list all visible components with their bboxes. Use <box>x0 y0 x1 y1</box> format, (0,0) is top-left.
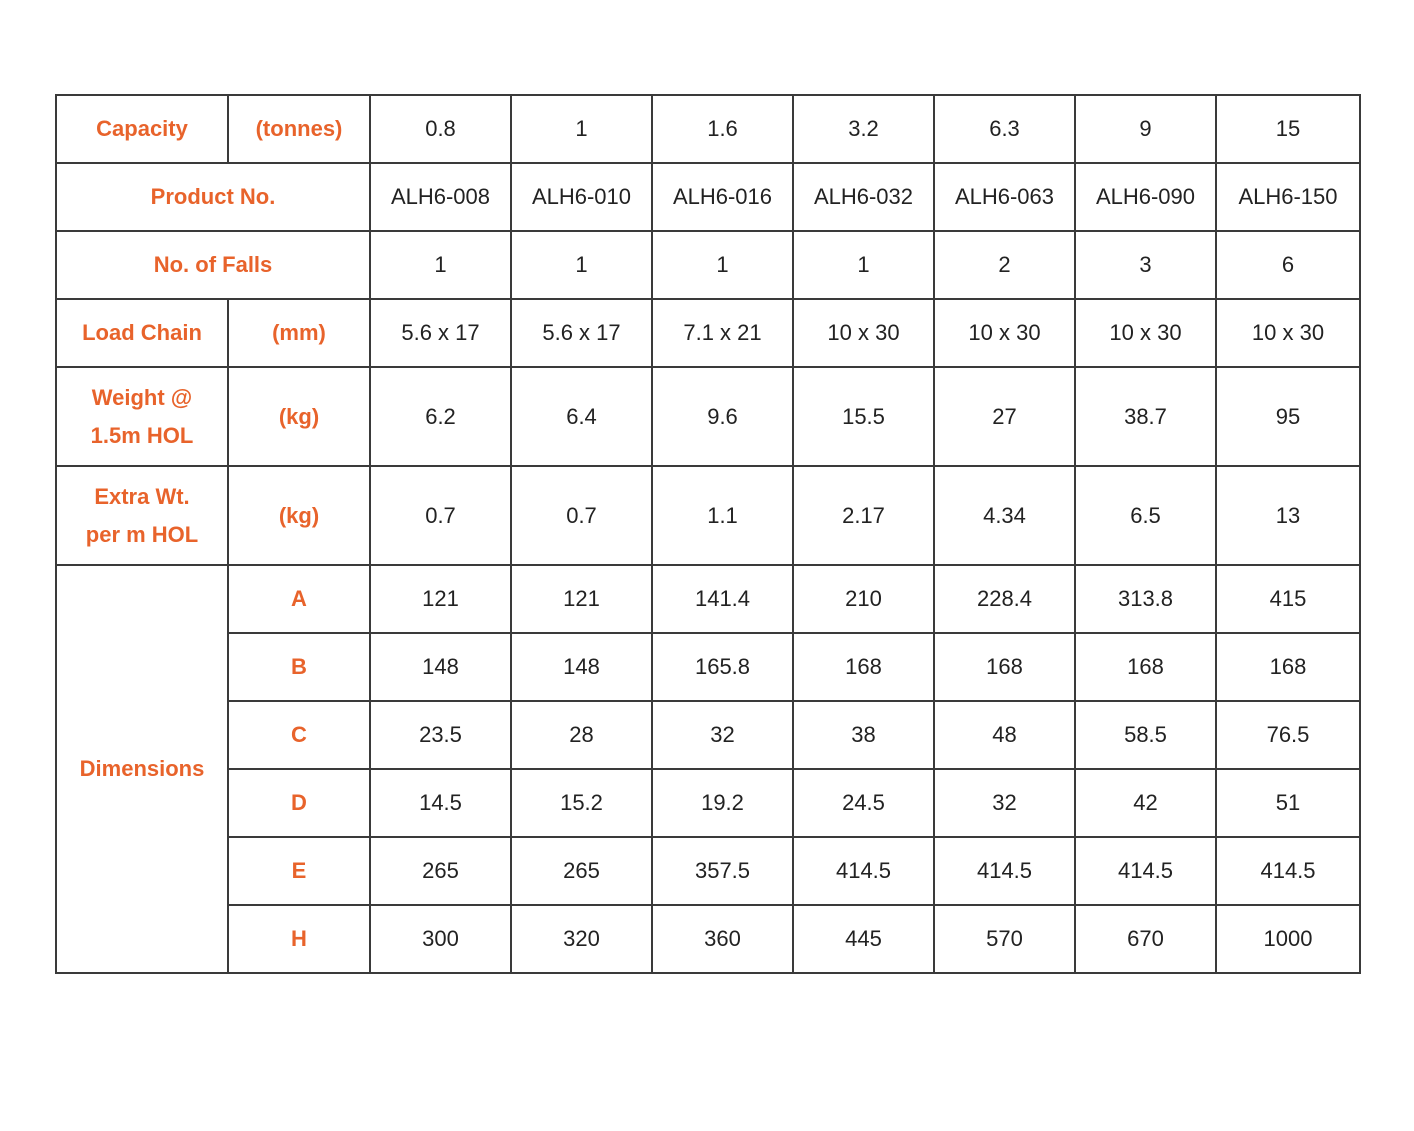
dimension-value: 168 <box>793 633 934 701</box>
weight-row <box>56 367 1360 466</box>
capacity-value: 6.3 <box>934 95 1075 163</box>
dimensions-label: Dimensions <box>56 565 228 973</box>
dimension-row-c <box>56 701 1360 769</box>
dimension-value: 24.5 <box>793 769 934 837</box>
load-chain-value: 5.6 x 17 <box>511 299 652 367</box>
dimension-value: 414.5 <box>1216 837 1360 905</box>
dimension-value: 32 <box>934 769 1075 837</box>
dimension-value: 313.8 <box>1075 565 1216 633</box>
weight-value: 27 <box>934 367 1075 466</box>
load-chain-value: 10 x 30 <box>934 299 1075 367</box>
extra-weight-row <box>56 466 1360 565</box>
dimension-value: 414.5 <box>793 837 934 905</box>
dimension-value: 300 <box>370 905 511 973</box>
extra-weight-value: 1.1 <box>652 466 793 565</box>
product-no-value: ALH6-010 <box>511 163 652 231</box>
dimension-value: 445 <box>793 905 934 973</box>
dimension-value: 165.8 <box>652 633 793 701</box>
extra-weight-label-line2: per m HOL <box>85 521 199 547</box>
extra-weight-label-line1: Extra Wt. <box>94 483 190 509</box>
extra-weight-value: 0.7 <box>370 466 511 565</box>
capacity-value: 0.8 <box>370 95 511 163</box>
weight-label-line2: 1.5m HOL <box>90 422 194 448</box>
dimension-value: 168 <box>1216 633 1360 701</box>
weight-value: 15.5 <box>793 367 934 466</box>
falls-value: 1 <box>370 231 511 299</box>
dimension-value: 32 <box>652 701 793 769</box>
product-no-value: ALH6-063 <box>934 163 1075 231</box>
product-no-label: Product No. <box>56 163 370 231</box>
dimension-value: 265 <box>511 837 652 905</box>
dimension-key: E <box>228 837 370 905</box>
dimension-row-a <box>56 565 1360 633</box>
capacity-value: 15 <box>1216 95 1360 163</box>
dimension-value: 570 <box>934 905 1075 973</box>
dimension-value: 210 <box>793 565 934 633</box>
extra-weight-value: 13 <box>1216 466 1360 565</box>
dimension-value: 360 <box>652 905 793 973</box>
weight-unit: (kg) <box>228 367 370 466</box>
product-no-value: ALH6-016 <box>652 163 793 231</box>
dimension-value: 51 <box>1216 769 1360 837</box>
dimension-value: 148 <box>511 633 652 701</box>
dimension-value: 48 <box>934 701 1075 769</box>
dimension-value: 76.5 <box>1216 701 1360 769</box>
load-chain-label: Load Chain <box>56 299 228 367</box>
falls-value: 1 <box>793 231 934 299</box>
dimension-value: 414.5 <box>934 837 1075 905</box>
falls-value: 1 <box>511 231 652 299</box>
load-chain-row <box>56 299 1360 367</box>
weight-value: 95 <box>1216 367 1360 466</box>
dimension-value: 414.5 <box>1075 837 1216 905</box>
capacity-value: 3.2 <box>793 95 934 163</box>
weight-value: 6.4 <box>511 367 652 466</box>
weight-value: 38.7 <box>1075 367 1216 466</box>
dimension-key: A <box>228 565 370 633</box>
dimension-key: B <box>228 633 370 701</box>
dimension-value: 168 <box>934 633 1075 701</box>
product-no-row <box>56 163 1360 231</box>
dimension-value: 228.4 <box>934 565 1075 633</box>
capacity-value: 1 <box>511 95 652 163</box>
load-chain-value: 10 x 30 <box>1216 299 1360 367</box>
dimension-row-b <box>56 633 1360 701</box>
extra-weight-value: 2.17 <box>793 466 934 565</box>
dimension-key: C <box>228 701 370 769</box>
falls-value: 1 <box>652 231 793 299</box>
load-chain-value: 10 x 30 <box>793 299 934 367</box>
dimension-value: 28 <box>511 701 652 769</box>
falls-value: 2 <box>934 231 1075 299</box>
dimension-value: 265 <box>370 837 511 905</box>
dimension-value: 42 <box>1075 769 1216 837</box>
load-chain-unit: (mm) <box>228 299 370 367</box>
weight-value: 9.6 <box>652 367 793 466</box>
dimension-value: 670 <box>1075 905 1216 973</box>
dimension-value: 38 <box>793 701 934 769</box>
dimension-value: 320 <box>511 905 652 973</box>
dimension-value: 14.5 <box>370 769 511 837</box>
dimension-row-d <box>56 769 1360 837</box>
weight-label <box>56 367 228 466</box>
dimension-value: 15.2 <box>511 769 652 837</box>
extra-weight-label <box>56 466 228 565</box>
extra-weight-value: 0.7 <box>511 466 652 565</box>
weight-value: 6.2 <box>370 367 511 466</box>
dimension-row-h <box>56 905 1360 973</box>
dimension-value: 23.5 <box>370 701 511 769</box>
falls-value: 6 <box>1216 231 1360 299</box>
falls-label: No. of Falls <box>56 231 370 299</box>
dimension-row-e <box>56 837 1360 905</box>
capacity-value: 9 <box>1075 95 1216 163</box>
dimension-value: 168 <box>1075 633 1216 701</box>
load-chain-value: 7.1 x 21 <box>652 299 793 367</box>
dimension-value: 357.5 <box>652 837 793 905</box>
capacity-row <box>56 95 1360 163</box>
dimension-value: 121 <box>370 565 511 633</box>
product-no-value: ALH6-032 <box>793 163 934 231</box>
extra-weight-value: 4.34 <box>934 466 1075 565</box>
dimension-key: H <box>228 905 370 973</box>
dimension-value: 58.5 <box>1075 701 1216 769</box>
product-no-value: ALH6-090 <box>1075 163 1216 231</box>
falls-row <box>56 231 1360 299</box>
capacity-value: 1.6 <box>652 95 793 163</box>
dimension-value: 141.4 <box>652 565 793 633</box>
specification-table <box>55 94 1361 974</box>
extra-weight-value: 6.5 <box>1075 466 1216 565</box>
load-chain-value: 10 x 30 <box>1075 299 1216 367</box>
extra-weight-unit: (kg) <box>228 466 370 565</box>
dimension-value: 415 <box>1216 565 1360 633</box>
dimension-key: D <box>228 769 370 837</box>
product-no-value: ALH6-150 <box>1216 163 1360 231</box>
dimension-value: 19.2 <box>652 769 793 837</box>
capacity-label: Capacity <box>56 95 228 163</box>
dimension-value: 121 <box>511 565 652 633</box>
dimension-value: 148 <box>370 633 511 701</box>
falls-value: 3 <box>1075 231 1216 299</box>
capacity-unit: (tonnes) <box>228 95 370 163</box>
product-no-value: ALH6-008 <box>370 163 511 231</box>
weight-label-line1: Weight @ <box>91 384 193 410</box>
dimension-value: 1000 <box>1216 905 1360 973</box>
load-chain-value: 5.6 x 17 <box>370 299 511 367</box>
